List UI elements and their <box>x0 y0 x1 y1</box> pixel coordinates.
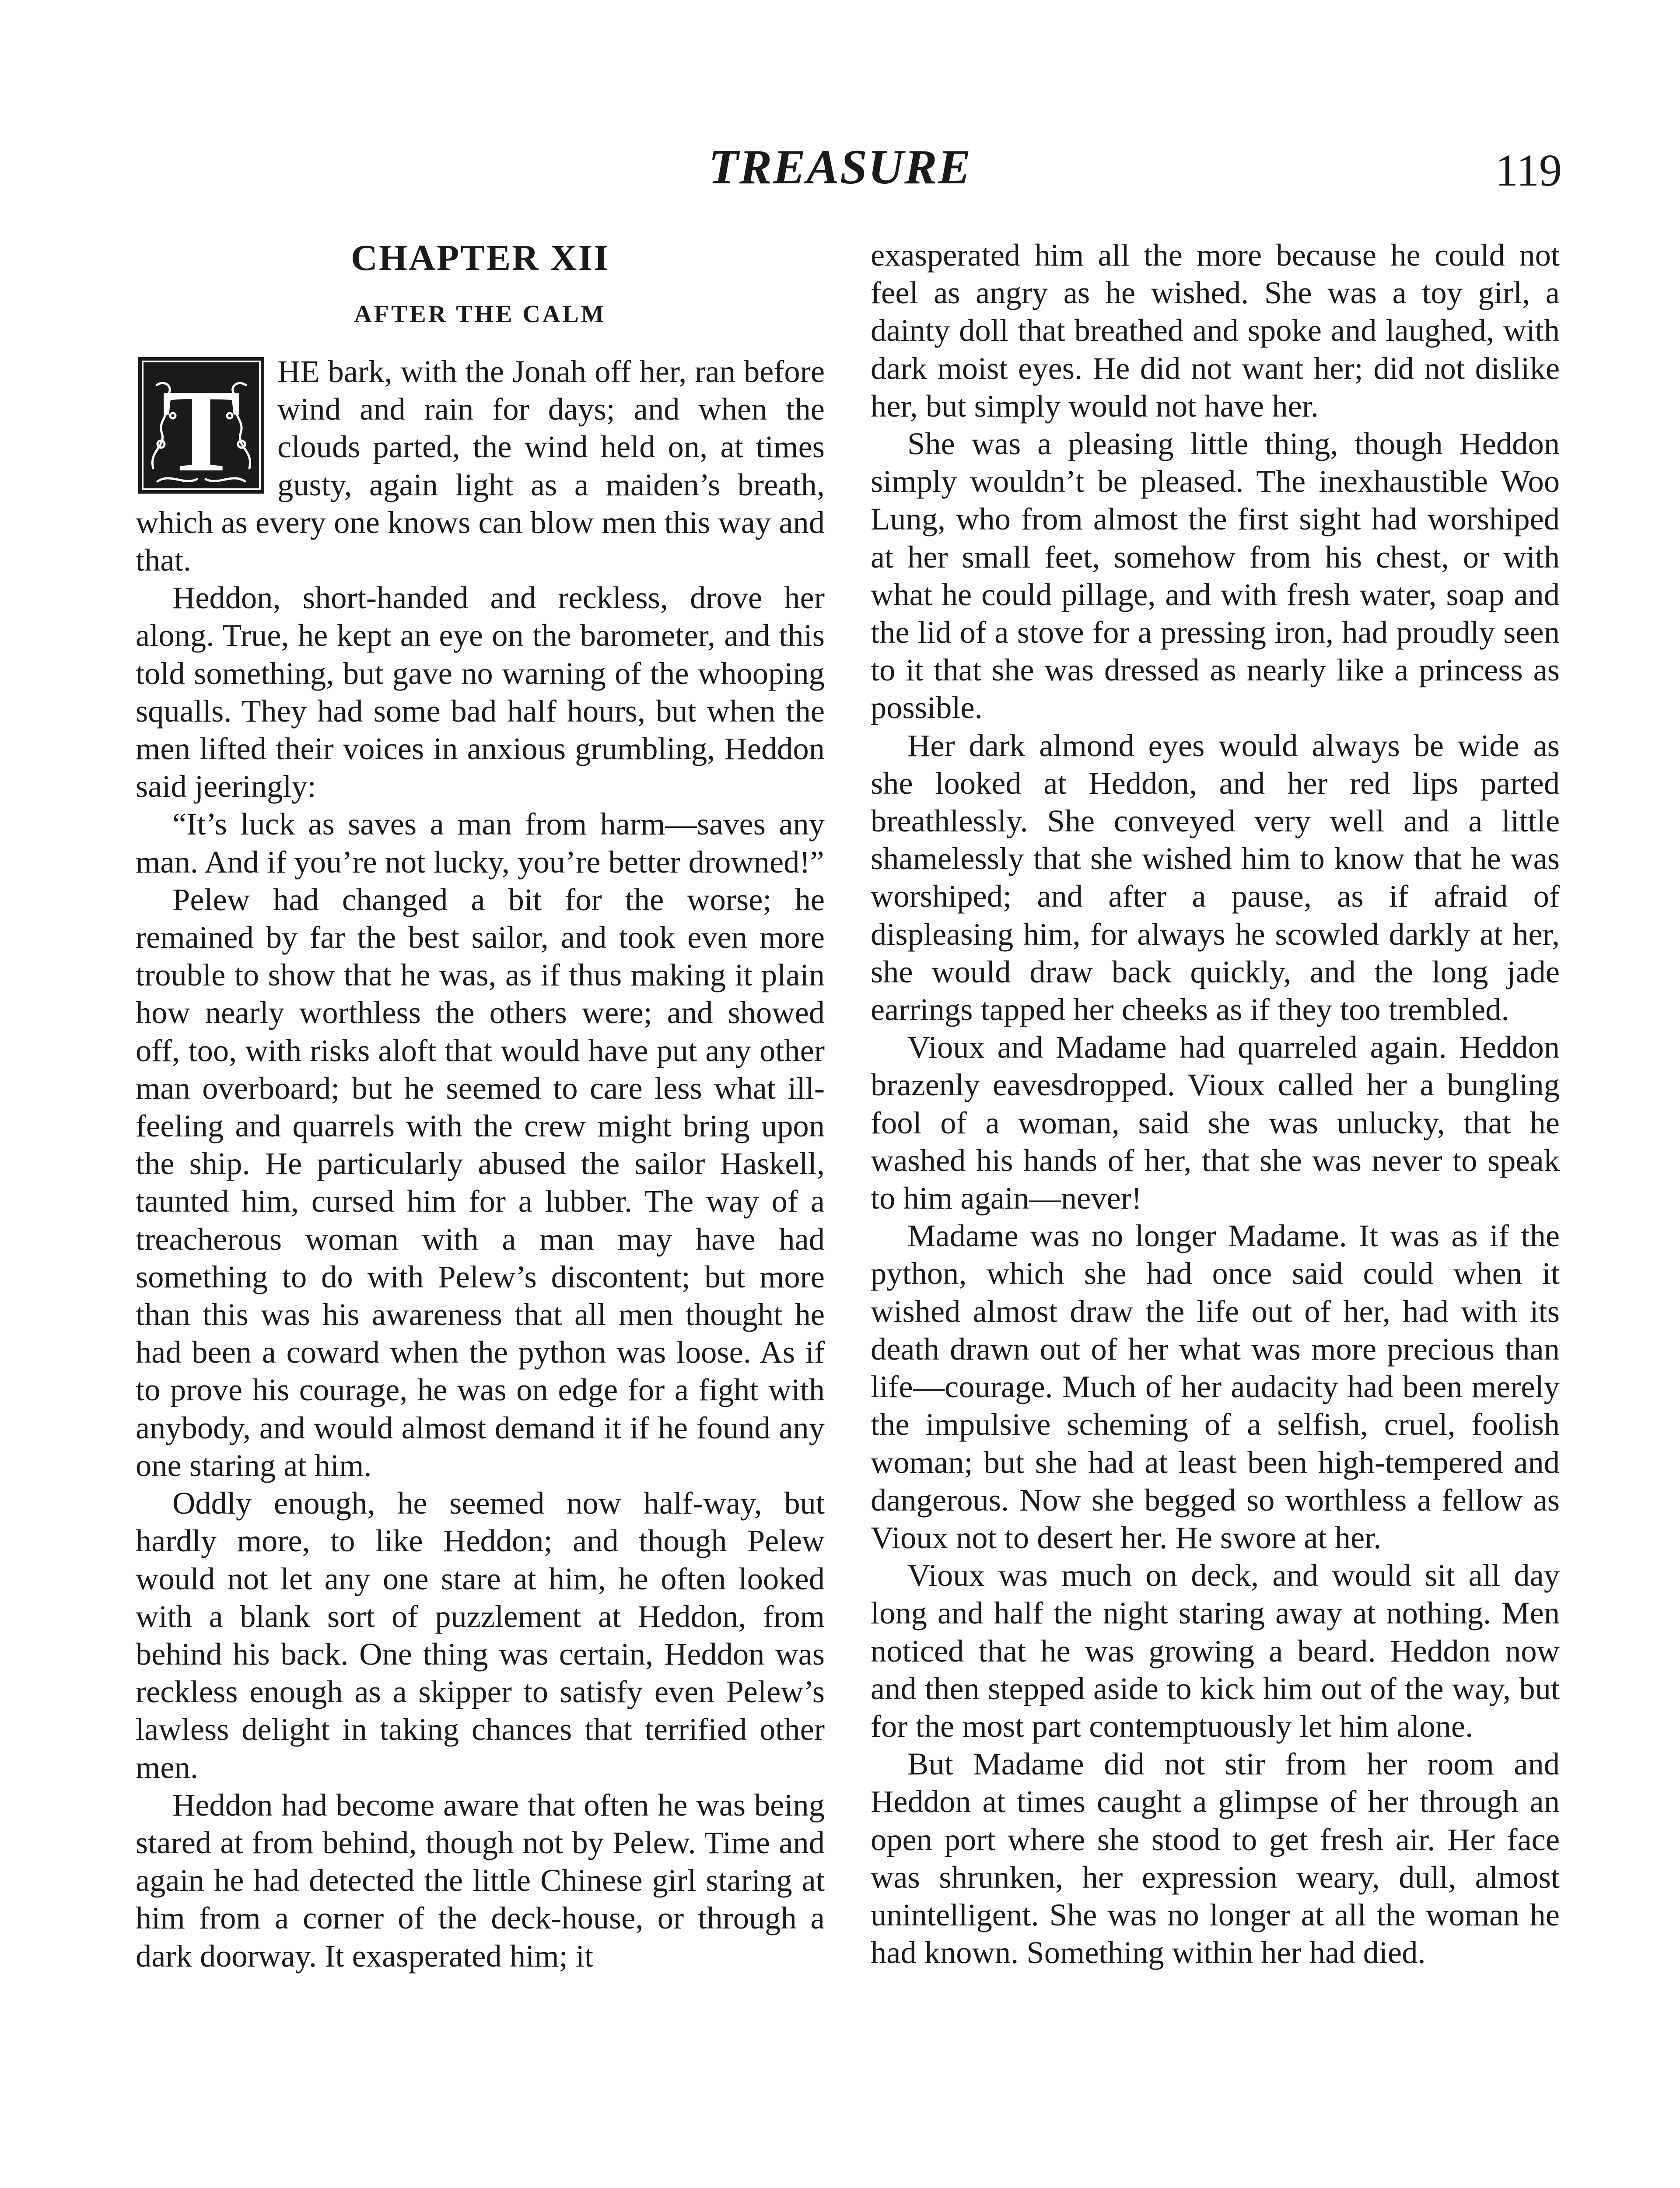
paragraph: exasperated him all the more because he could not feel as angry as he wished. She was a toy girl, a dainty doll that breathed and spoke and laughed, with dark moist eyes. He did not want her; did not dislike her, but simply would not have her. <box>871 237 1560 424</box>
paragraph: But Madame did not stir from her room and Heddon at times caught a glimpse of her through an open port where she stood to get fresh air. Her face was shrunken, her expression weary, dull, almost unintelligent. She was no longer at all the woman he had known. Something within her had died. <box>871 1746 1560 1971</box>
paragraph: Vioux and Madame had quarreled again. Heddon brazenly eavesdropped. Vioux called her a bungling fool of a woman, said she was unlucky, that he washed his hands of her, that she was never to speak to him again—never! <box>871 1029 1560 1216</box>
paragraph: She was a pleasing little thing, though Heddon simply wouldn’t be pleased. The inexhaustible Woo Lung, who from almost the first sight had worshiped at her small feet, somehow from his chest, or with what he could pillage, and with fresh water, soap and the lid of a stove for a pressing iron, had proudly seen to it that she was dressed as nearly like a princess as possible. <box>871 426 1560 726</box>
paragraph: Madame was no longer Madame. It was as if the python, which she had once said could when it wished almost draw the life out of her, had with its death drawn out of her what was more precious than life—courage. Much of her audacity had been merely the impulsive scheming of a selfish, cruel, foolish woman; but she had at least been high-tempered and dangerous. Now she begged so worthless a fellow as Vioux not to desert her. He swore at her. <box>871 1218 1560 1555</box>
right-column <box>871 236 1560 1971</box>
chapter-title: CHAPTER XII <box>351 238 609 278</box>
chapter-subtitle: AFTER THE CALM <box>354 301 606 328</box>
paragraph: Oddly enough, he seemed now half-way, but hardly more, to like Heddon; and though Pelew would not let any one stare at him, he often looked with a blank sort of puzzlement at Heddon, from behind his back. One thing was certain, Heddon was reckless enough as a skipper to satisfy even Pelew’s lawless delight in taking chances that terrified other men. <box>136 1485 825 1785</box>
running-title: TREASURE <box>708 140 972 194</box>
paragraph: HE bark, with the Jonah off her, ran before wind and rain for days; and when the clouds parted, the wind held on, at times gusty, again light as a maiden’s breath, which as every one knows can blow men this way and that. <box>136 354 825 578</box>
paragraph: Her dark almond eyes would always be wide as she looked at Heddon, and her red lips parted breathlessly. She conveyed very well and a little shamelessly that she wished him to know that he was worshiped; and after a pause, as if afraid of displeasing him, for always he scowled darkly at her, she would draw back quickly, and the long jade earrings tapped her cheeks as if they too trembled. <box>871 727 1560 1027</box>
paragraph: “It’s luck as saves a man from harm—saves any man. And if you’re not lucky, you’re better drowned!” <box>136 806 825 880</box>
left-column <box>136 236 825 1975</box>
paragraph: Vioux was much on deck, and would sit all day long and half the night staring away at nothing. Men noticed that he was growing a beard. Heddon now and then stepped aside to kick him out of the way, but for the most part contemptuously let him alone. <box>871 1557 1560 1744</box>
paragraph: Pelew had changed a bit for the worse; he remained by far the best sailor, and took even more trouble to show that he was, as if thus making it plain how nearly worthless the others were; and showed off, too, with risks aloft that would have put any other man overboard; but he seemed to care less what ill-feeling and quarrels with the crew might bring upon the ship. He particularly abused the sailor Haskell, taunted him, cursed him for a lubber. The way of a treacherous woman with a man may have had something to do with Pelew’s discontent; but more than this was his awareness that all men thought he had been a coward when the python was loose. As if to prove his courage, he was on edge for a fight with anybody, and would almost demand it if he found any one staring at him. <box>136 881 825 1483</box>
paragraph: Heddon had become aware that often he was being stared at from behind, though not by Pelew. Time and again he had detected the little Chinese girl staring at him from a corner of the deck-house, or through a dark doorway. It exasperated him; it <box>136 1787 825 1974</box>
drop-cap-initial <box>136 354 267 496</box>
paragraph: Heddon, short-handed and reckless, drove her along. True, he kept an eye on the barometer, and this told something, but gave no warning of the whooping squalls. They had some bad half hours, but when the men lifted their voices in anxious grumbling, Heddon said jeeringly: <box>136 580 825 804</box>
page-number: 119 <box>1495 145 1562 196</box>
drop-cap-letter: T <box>161 365 241 496</box>
